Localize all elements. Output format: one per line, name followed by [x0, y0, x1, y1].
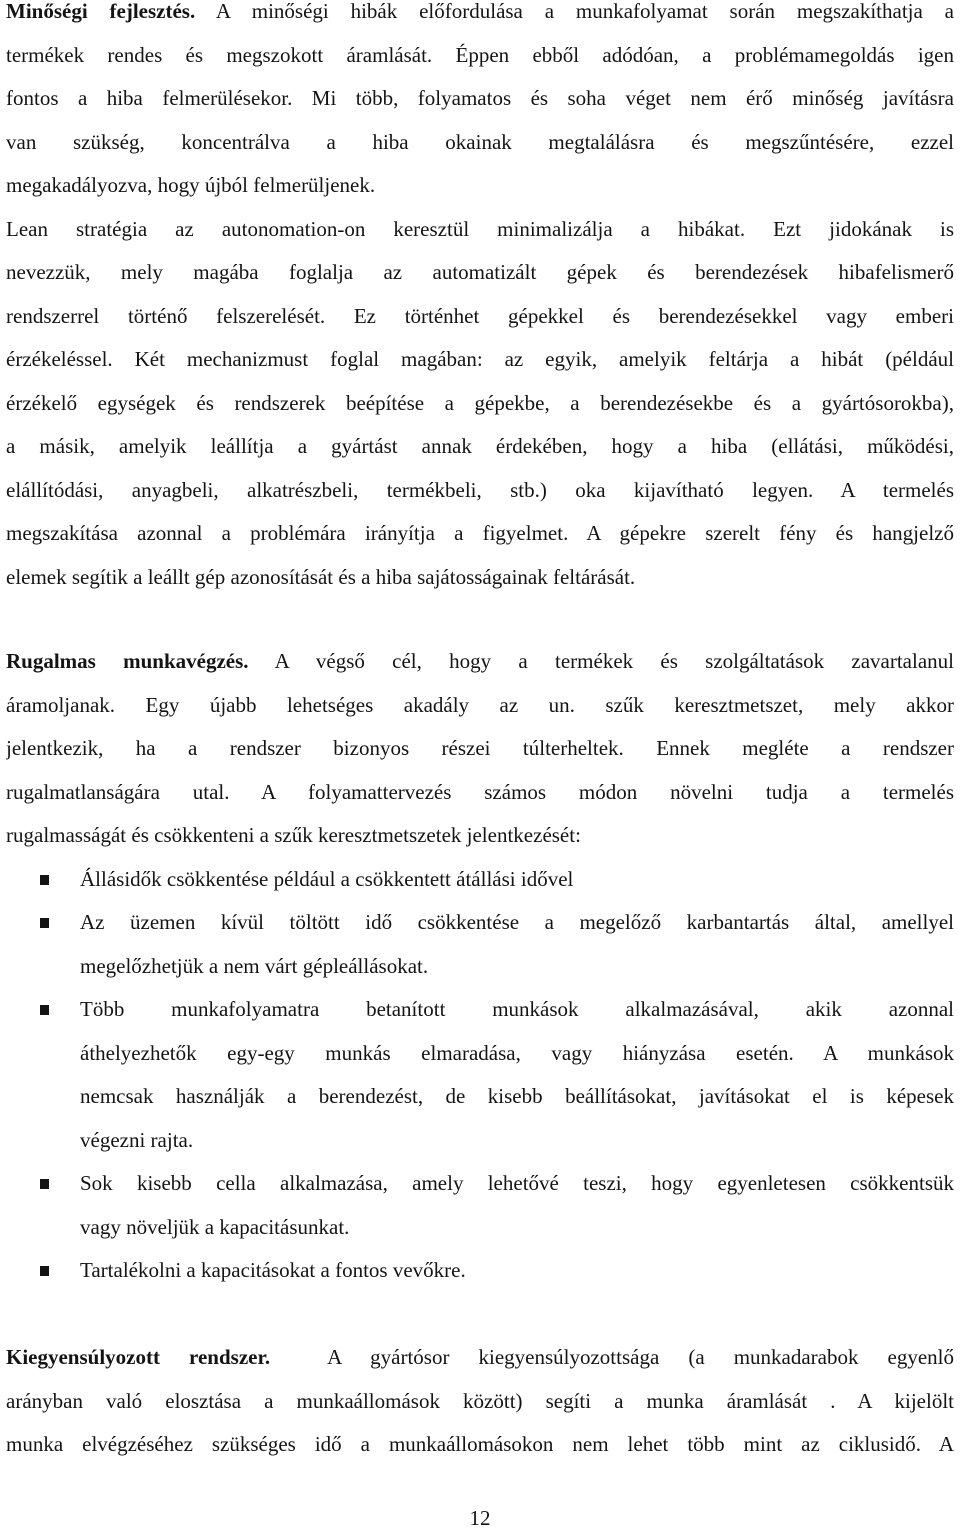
- paragraph-line: áramoljanak. Egy újabb lehetséges akadály az un. szűk keresztmetszet, mely akkor: [6, 692, 954, 717]
- paragraph-line: a másik, amelyik leállítja a gyártást annak érdekében, hogy a hiba (ellátási, működési,: [6, 434, 954, 458]
- section-quality-improvement: [6, 0, 954, 599]
- paragraph-line: munka elvégzéséhez szükséges idő a munkaállomásokon nem lehet több mint az ciklusidő. A: [6, 1432, 954, 1456]
- section-heading: Kiegyensúlyozott rendszer.: [6, 1345, 271, 1369]
- bullet-list: [6, 858, 954, 1293]
- list-item: Több munkafolyamatra betanított munkások alkalmazásával, akik azonnal áthelyezhetők egy-egy munkás elmaradása, vagy hiányzása esetén. A munkások nemcsak használják a berendezést, de kisebb beállításokat, javításokat el is képesek végezni rajta.: [6, 988, 954, 1162]
- page-number: 12: [469, 1506, 491, 1530]
- paragraph-line: van szükség, koncentrálva a hiba okainak megtalálásra és megszűntésére, ezzel: [6, 129, 954, 154]
- list-item: Tartalékolni a kapacitásokat a fontos vevőkre.: [6, 1249, 954, 1293]
- section-balanced-system: [6, 1336, 954, 1467]
- paragraph-line: elállítódási, anyagbeli, alkatrészbeli, termékbeli, stb.) oka kijavítható legyen. A termelés: [6, 477, 954, 502]
- paragraph-line: rugalmasságát és csökkenteni a szűk keresztmetszetek jelentkezését:: [6, 823, 581, 847]
- paragraph-line: termékek rendes és megszokott áramlását. Éppen ebből adódóan, a problémamegoldás igen: [6, 42, 954, 67]
- paragraph-line: érzékeléssel. Két mechanizmust foglal magában: az egyik, amelyik feltárja a hibát (például: [6, 347, 954, 371]
- list-item: Sok kisebb cella alkalmazása, amely lehetővé teszi, hogy egyenletesen csökkentsük vagy növeljük a kapacitásunkat.: [6, 1162, 954, 1249]
- paragraph-line: arányban való elosztása a munkaállomások között) segíti a munka áramlását . A kijelölt: [6, 1388, 954, 1413]
- square-bullet-icon: [40, 1179, 49, 1189]
- square-bullet-icon: [40, 1005, 49, 1015]
- paragraph-line: megakadályozva, hogy újból felmerüljenek.: [6, 173, 376, 197]
- paragraph-line: Kiegyensúlyozott rendszer. A gyártósor kiegyensúlyozottsága (a munkadarabok egyenlő: [6, 1345, 954, 1369]
- section-heading: Rugalmas munkavégzés.: [6, 649, 249, 673]
- paragraph-line: rendszerrel történő felszerelését. Ez történhet gépekkel és berendezésekkel vagy emberi: [6, 303, 954, 328]
- square-bullet-icon: [40, 875, 49, 885]
- list-item: Az üzemen kívül töltött idő csökkentése a megelőző karbantartás által, amellyel megelőzhetjük a nem várt gépleállásokat.: [6, 901, 954, 988]
- square-bullet-icon: [40, 1266, 49, 1276]
- list-item: Állásidők csökkentése például a csökkentett átállási idővel: [6, 858, 954, 902]
- paragraph-line: nevezzük, mely magába foglalja az automatizált gépek és berendezések hibafelismerő: [6, 260, 954, 284]
- paragraph-line: megszakítása azonnal a problémára irányítja a figyelmet. A gépekre szerelt fény és hangjelző: [6, 521, 954, 545]
- section-flexible-work: [6, 640, 954, 1282]
- paragraph-line: Lean stratégia az autonomation-on keresztül minimalizálja a hibákat. Ezt jidokának is: [6, 216, 954, 241]
- paragraph-line: jelentkezik, ha a rendszer bizonyos részei túlterheltek. Ennek megléte a rendszer: [6, 736, 954, 760]
- paragraph-line: érzékelő egységek és rendszerek beépítése a gépekbe, a berendezésekbe és a gyártósorokba),: [6, 390, 954, 415]
- paragraph-line: rugalmatlanságára utal. A folyamattervezés számos módon növelni tudja a termelés: [6, 779, 954, 804]
- section-heading: Minőségi fejlesztés.: [6, 0, 196, 23]
- paragraph-line: fontos a hiba felmerülésekor. Mi több, folyamatos és soha véget nem érő minőség javításra: [6, 86, 954, 110]
- paragraph-line: elemek segítik a leállt gép azonosítását és a hiba sajátosságainak feltárását.: [6, 564, 636, 589]
- square-bullet-icon: [40, 918, 49, 928]
- paragraph-line: Minőségi fejlesztés. A minőségi hibák előfordulása a munkafolyamat során megszakíthatja a: [6, 0, 954, 23]
- paragraph-line: Rugalmas munkavégzés. A végső cél, hogy a termékek és szolgáltatások zavartalanul: [6, 649, 954, 673]
